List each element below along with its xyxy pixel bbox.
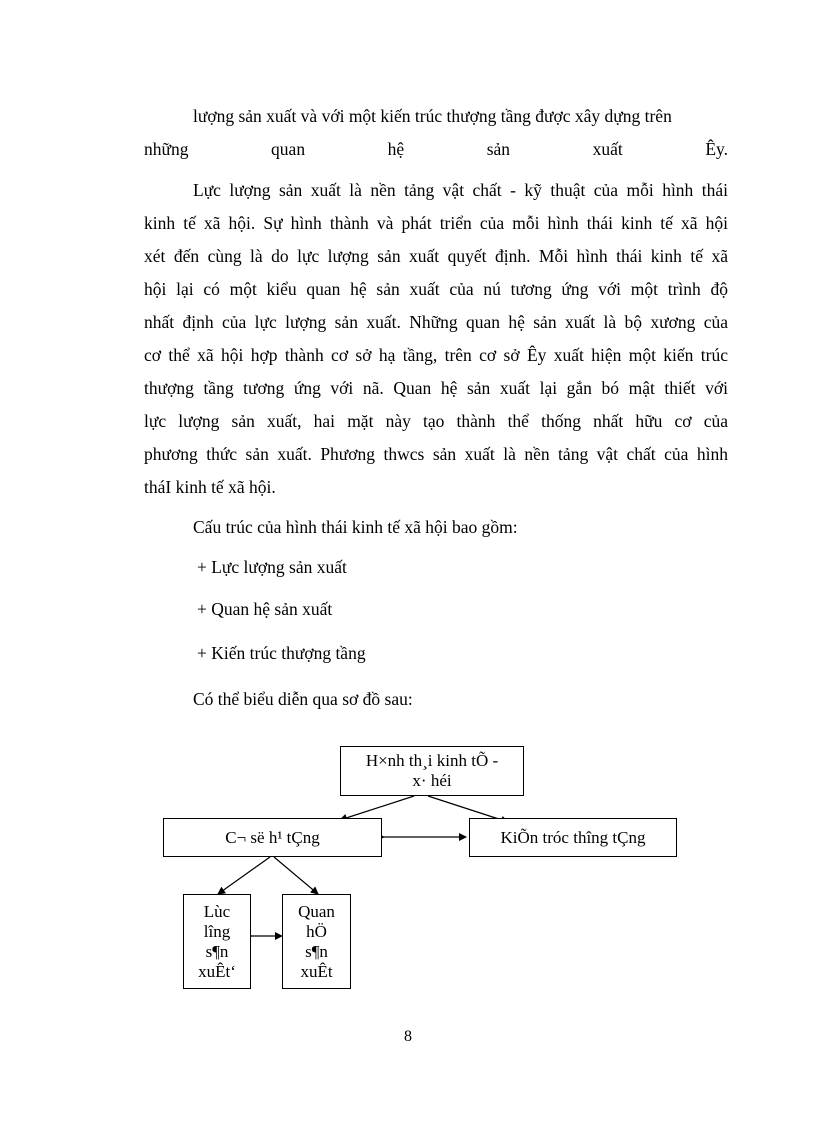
paragraph-2-line-10: tháI kinh tế xã hội.	[144, 477, 276, 497]
diagram-relations-box	[282, 894, 351, 989]
paragraph-2-line-5: nhất định của lực lượng sản xuất. Những quan hệ sản xuất là bộ xương của	[144, 312, 728, 332]
paragraph-2-line-6: cơ thể xã hội hợp thành cơ sở hạ tầng, trên cơ sở Êy xuất hiện một kiến trúc	[144, 345, 728, 365]
list-item-production-relations: + Quan hệ sản xuất	[197, 599, 333, 619]
paragraph-1-line-2: những quan hệ sản xuất Êy.	[144, 139, 728, 159]
paragraph-2-line-3: xét đến cùng là do lực lượng sản xuất quyết định. Mỗi hình thái kinh tế xã	[144, 246, 728, 266]
top-box-line-2: x· héi	[412, 771, 452, 790]
paragraph-2-line-8: lực lượng sản xuất, hai mặt này tạo thành thể thống nhất hữu cơ của	[144, 411, 728, 431]
paragraph-2-line-4: hội lại có một kiểu quan hệ sản xuất của nú tương ứng với một trình độ	[144, 279, 728, 299]
diagram-forces-box	[183, 894, 251, 989]
diagram-top-box	[340, 746, 524, 796]
forces-box-line-1: Lùc	[203, 901, 231, 921]
structure-intro: Cấu trúc của hình thái kinh tế xã hội bao gồm:	[193, 517, 518, 537]
diagram-intro: Có thể biểu diễn qua sơ đồ sau:	[193, 689, 413, 709]
superstructure-box-label: KiÕn tróc thîng tÇng	[500, 827, 646, 847]
relations-box-line-2: hÖ	[306, 921, 327, 941]
arrow-top-to-base	[340, 796, 414, 820]
top-box-line-1: H×nh th¸i kinh tÕ -	[365, 751, 499, 770]
forces-box-line-4: xuÊt‘	[198, 961, 236, 981]
relations-box-line-4: xuÊt	[300, 961, 333, 981]
relations-box-line-1: Quan	[298, 901, 335, 921]
diagram-superstructure-box	[469, 818, 677, 857]
arrow-base-to-forces	[218, 857, 270, 894]
forces-box-line-3: s¶n	[205, 941, 229, 961]
paragraph-2-line-7: thượng tầng tương ứng với nã. Quan hệ sản xuất lại gắn bó mật thiết với	[144, 378, 728, 398]
relations-box-line-3: s¶n	[305, 941, 328, 961]
paragraph-1-line-1: lượng sản xuất và với một kiến trúc thượng tầng được xây dựng trên	[193, 106, 672, 126]
diagram-base-box	[163, 818, 382, 857]
arrow-base-to-relations	[274, 857, 318, 894]
paragraph-2-line-1: Lực lượng sản xuất là nền tảng vật chất - kỹ thuật của mỗi hình thái	[193, 180, 728, 200]
page-number: 8	[404, 1028, 412, 1045]
paragraph-2-line-9: phương thức sản xuất. Phương thwcs sản xuất là nền tảng vật chất của hình	[144, 444, 728, 464]
list-item-superstructure: + Kiến trúc thượng tầng	[197, 643, 366, 663]
base-box-label: C¬ së h¹ tÇng	[225, 827, 320, 847]
forces-box-line-2: lîng	[203, 921, 231, 941]
paragraph-2-line-2: kinh tế xã hội. Sự hình thành và phát triển của mỗi hình thái kinh tế xã hội	[144, 213, 728, 233]
list-item-production-forces: + Lực lượng sản xuất	[197, 557, 347, 577]
